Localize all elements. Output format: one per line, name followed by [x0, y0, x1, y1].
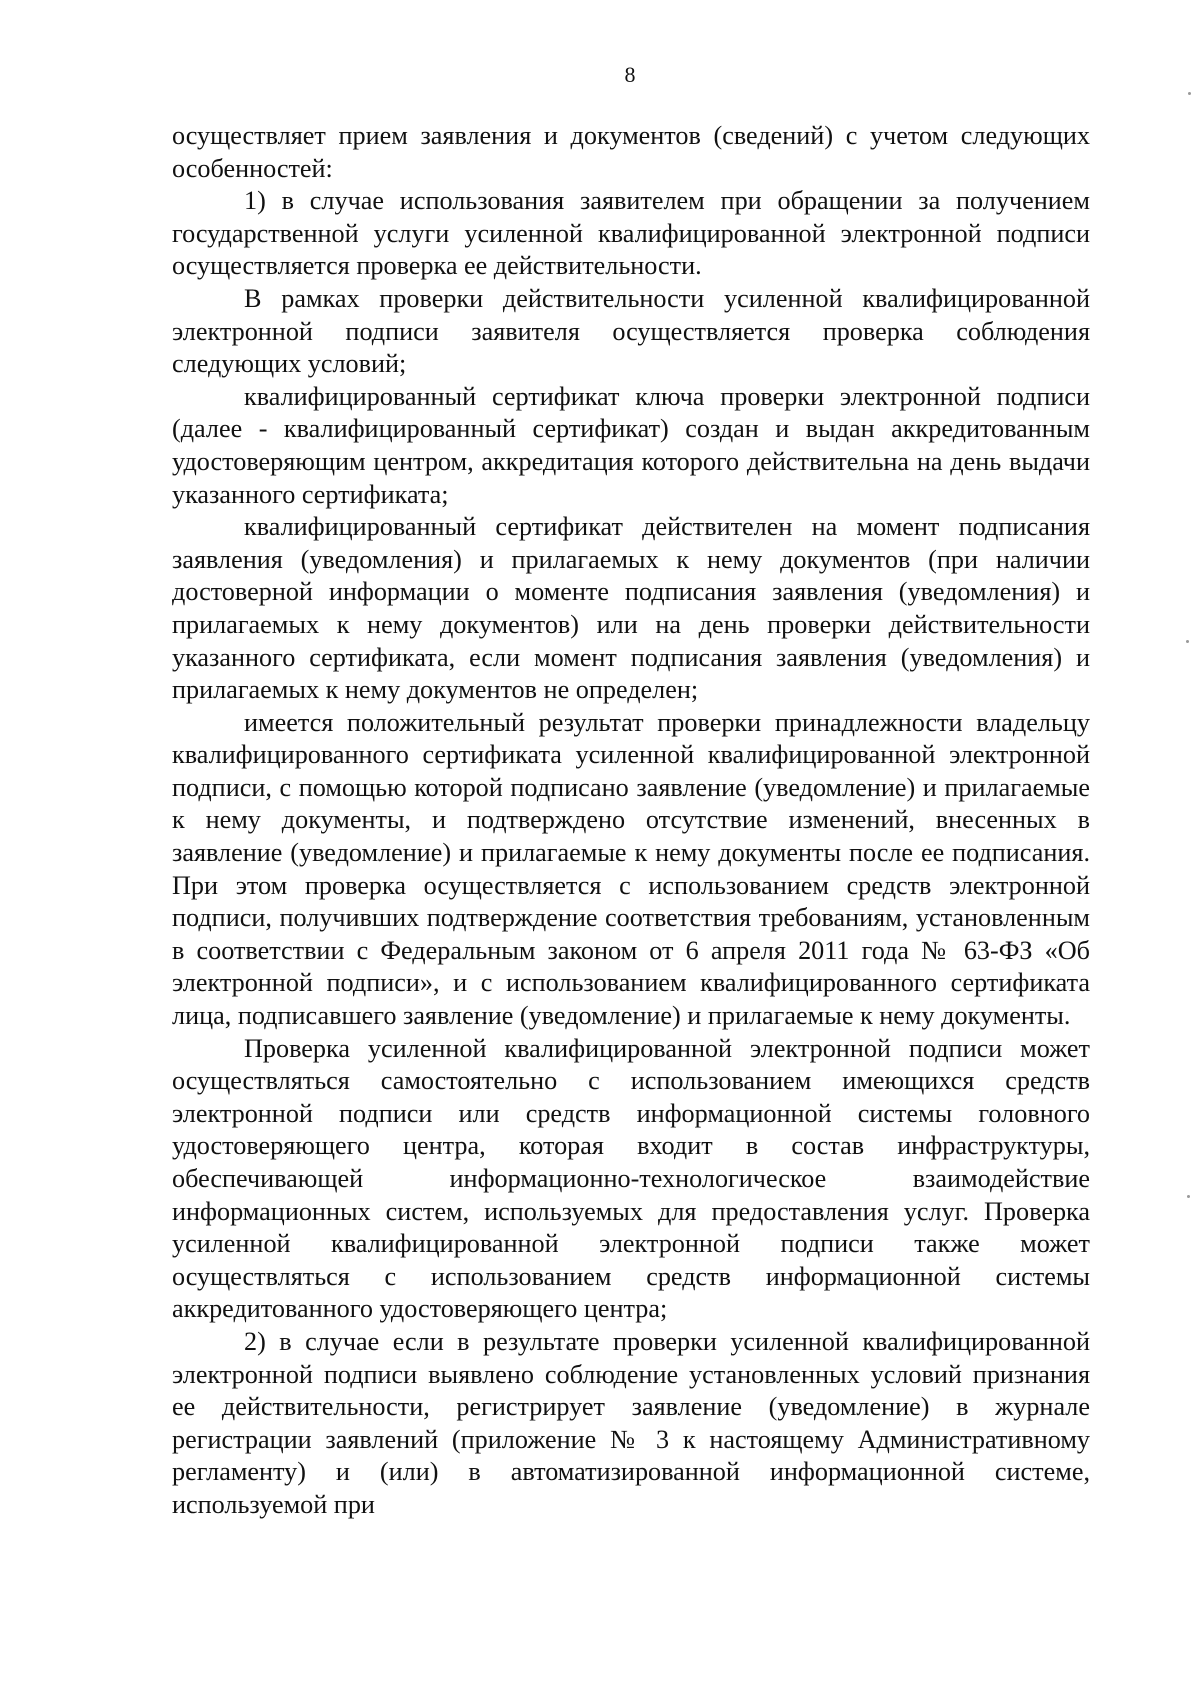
paragraph-condition-certificate-issued: квалифицированный сертификат ключа проверки электронной подписи (далее - квалифицированный сертификат) создан и выдан аккредитованным удостоверяющим центром, аккредитация которого действительна на день выдачи указанного сертификата; [172, 381, 1090, 509]
paragraph-item-2: 2) в случае если в результате проверки усиленной квалифицированной электронной подписи выявлено соблюдение установленных условий признания ее действительности, регистрирует заявление (уведомление) в журнале регистрации заявлений (приложение № 3 к настоящему Административному регламенту) и (или) в автоматизированной информационной системе, используемой при [172, 1326, 1090, 1519]
page-number: 8 [624, 62, 636, 87]
paragraph-condition-ownership: имеется положительный результат проверки принадлежности владельцу квалифицированного сертификата усиленной квалифицированной электронной подписи, с помощью которой подписано заявление (уведомление) и прилагаемые к нему документы, и подтверждено отсутствие изменений, внесенных в заявление (уведомление) и прилагаемые к нему документы после ее подписания. При этом проверка осуществляется с использованием средств электронной подписи, получивших подтверждение соответствия требованиям, установленным в соответствии с Федеральным законом от 6 апреля 2011 года № 63-ФЗ «Об электронной подписи», и с использованием квалифицированного сертификата лица, подписавшего заявление (уведомление) и прилагаемые к нему документы. [172, 707, 1090, 1031]
scan-speck [1188, 92, 1191, 95]
paragraph-condition-certificate-valid: квалифицированный сертификат действителен на момент подписания заявления (уведомления) и прилагаемых к нему документов (при наличии достоверной информации о моменте подписания заявления (уведомления) и прилагаемых к нему документов) или на день проверки действительности указанного сертификата, если момент подписания заявления (уведомления) и прилагаемых к нему документов не определен; [172, 512, 1090, 705]
paragraph-continuation: осуществляет прием заявления и документов (сведений) с учетом следующих особенностей: [172, 121, 1090, 183]
document-body [172, 120, 1090, 1522]
scan-speck [1187, 1195, 1190, 1198]
paragraph-verification-means: Проверка усиленной квалифицированной электронной подписи может осуществляться самостоятельно с использованием имеющихся средств электронной подписи или средств информационной системы головного удостоверяющего центра, которая входит в состав инфраструктуры, обеспечивающей информационно-технологическое взаимодействие информационных систем, используемых для предоставления услуг. Проверка усиленной квалифицированной электронной подписи также может осуществляться с использованием средств информационной системы аккредитованного удостоверяющего центра; [172, 1033, 1090, 1324]
paragraph-item-1: 1) в случае использования заявителем при обращении за получением государственной услуги усиленной квалифицированной электронной подписи осуществляется проверка ее действительности. [172, 186, 1090, 281]
paragraph-verification-scope: В рамках проверки действительности усиленной квалифицированной электронной подписи заявителя осуществляется проверка соблюдения следующих условий; [172, 283, 1090, 379]
scan-speck [1186, 640, 1189, 643]
